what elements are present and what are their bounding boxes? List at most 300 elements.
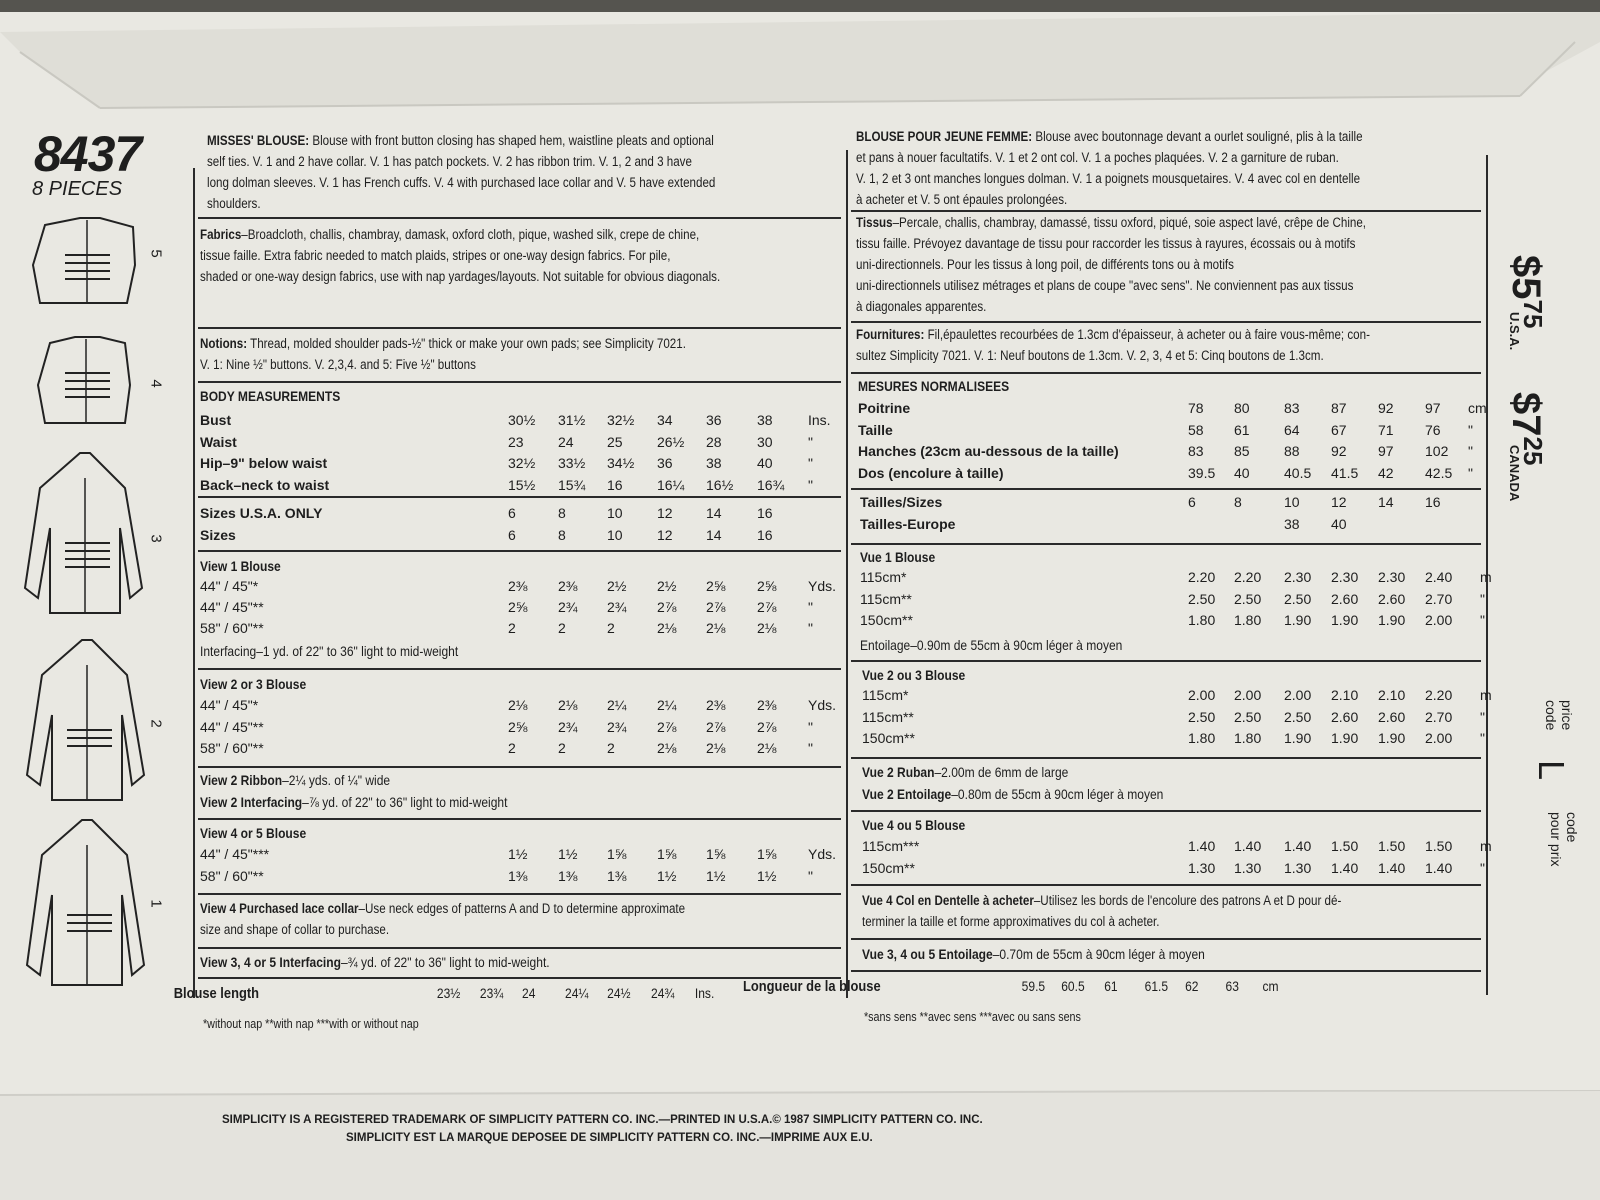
entoilage2-text: –0.80m de 55cm à 90cm léger à moyen (951, 786, 1164, 802)
row-label: 115cm** (862, 708, 914, 725)
row-value: 2⅜ (508, 578, 528, 594)
row-value: 2⅞ (757, 718, 777, 735)
tissus-line: tissu faille. Prévoyez davantage de tissu pour raccorder les tissus à rayures, écossais ou à motifs (856, 236, 1356, 251)
row-label: 44" / 45"*** (200, 846, 270, 862)
row-value: 40 (757, 455, 773, 471)
row-value: 1.80 (1234, 730, 1262, 746)
row-value: 12 (1331, 494, 1347, 510)
row-value: 2⅜ (558, 578, 578, 594)
row-value: 2.70 (1425, 590, 1453, 607)
view-number: 4 (147, 379, 165, 388)
row-value: 2¾ (558, 718, 578, 735)
row-value: 33½ (558, 455, 586, 471)
entoilage345-label: Vue 3, 4 ou 5 Entoilage (862, 946, 993, 962)
row-value: 2⅛ (508, 697, 528, 713)
row-value: 32½ (508, 455, 536, 471)
row-value: 40.5 (1284, 464, 1312, 481)
row-value: 1.40 (1331, 860, 1359, 876)
row-value: 76 (1425, 421, 1441, 438)
row-value: 1⅝ (706, 846, 726, 862)
row-value: 10 (607, 527, 623, 543)
rule (198, 766, 841, 768)
vue2-entoilage (862, 786, 1163, 802)
row-value: 15¾ (558, 476, 586, 493)
fr-desc-line: et pans à nouer facultatifs. V. 1 et 2 ont col. V. 1 a poches plaquées. V. 2 a garniture de ruban. (856, 150, 1339, 165)
row-value: 2¾ (607, 718, 627, 735)
row-value: 1.80 (1188, 730, 1216, 746)
row-label: Sizes (200, 527, 236, 543)
table-row (0, 443, 1600, 462)
row-unit: " (808, 599, 813, 615)
view-number: 2 (147, 719, 165, 728)
english-description (207, 130, 835, 214)
row-value: 38 (1284, 515, 1300, 532)
row-value: 2.00 (1425, 612, 1453, 628)
notions-line: V. 1: Nine ½" buttons. V. 2,3,4. and 5: Five ½" buttons (200, 357, 476, 372)
vue1-title: Vue 1 Blouse (860, 549, 936, 565)
row-value: 2.10 (1378, 687, 1406, 703)
row-unit: " (1480, 860, 1485, 876)
row-value: 42.5 (1425, 464, 1453, 481)
lace-collar (200, 898, 836, 940)
lace-line: –Use neck edges of patterns A and D to determine approximate (358, 901, 686, 916)
row-label: 44" / 45"* (200, 697, 259, 713)
row-value: 12 (657, 505, 673, 521)
row-unit: " (808, 433, 813, 450)
length-value: 59.5 (1021, 978, 1046, 994)
row-value: 83 (1284, 400, 1300, 416)
row-unit: Ins. (808, 412, 831, 428)
row-unit: " (808, 868, 813, 884)
lace-title: View 4 Purchased lace collar (200, 901, 359, 916)
row-value: 25 (607, 433, 623, 450)
table-row (0, 709, 1600, 728)
row-value: 10 (607, 505, 623, 521)
row-value: 32½ (607, 412, 635, 428)
length-value: 23¾ (479, 985, 504, 1001)
rule (851, 321, 1481, 323)
row-value: 2⅜ (757, 697, 777, 713)
interfacing2-text: –⅞ yd. of 22" to 36" light to mid-weight (302, 794, 508, 810)
french-tissus (856, 212, 1484, 317)
row-value: 6 (1188, 494, 1196, 510)
row-value: 2.70 (1425, 708, 1453, 725)
row-label: 150cm** (862, 730, 915, 746)
rule (851, 938, 1481, 940)
ruban-label: Vue 2 Ruban (862, 764, 935, 780)
rule (198, 818, 841, 820)
row-value: 1.90 (1331, 612, 1359, 628)
row-value: 2⅛ (558, 697, 578, 713)
row-value: 78 (1188, 400, 1204, 416)
interfacing345-label: View 3, 4 or 5 Interfacing (200, 954, 341, 970)
row-unit: " (1468, 443, 1473, 459)
row-value: 2 (558, 620, 566, 636)
row-value: 1.50 (1378, 838, 1406, 854)
vue23-title: Vue 2 ou 3 Blouse (862, 667, 966, 683)
row-value: 1.40 (1378, 860, 1406, 876)
english-notions (200, 333, 828, 375)
row-value: 2.60 (1331, 590, 1359, 607)
vue45-title: Vue 4 ou 5 Blouse (862, 817, 966, 833)
row-value: 6 (508, 527, 516, 543)
rule (851, 660, 1481, 662)
row-value: 1.80 (1188, 612, 1216, 628)
entoilage2-label: Vue 2 Entoilage (862, 786, 952, 802)
row-value: 2.00 (1188, 687, 1216, 703)
row-label: 115cm* (860, 569, 907, 585)
fr-desc-title: BLOUSE POUR JEUNE FEMME: (856, 129, 1033, 144)
row-value: 2⅞ (657, 599, 677, 615)
fr-desc-line: à acheter et V. 5 ont épaules prolongées. (856, 192, 1068, 207)
row-value: 2⅛ (657, 740, 677, 756)
row-value: 8 (1234, 494, 1242, 510)
col-line: terminer la taille et forme approximatives du col à acheter. (862, 914, 1160, 929)
row-value: 1⅝ (657, 846, 677, 862)
row-value: 2.30 (1378, 569, 1406, 585)
row-value: 42 (1378, 464, 1394, 481)
row-value: 2 (508, 620, 516, 636)
row-value: 2.00 (1425, 730, 1453, 746)
french-fournitures (856, 324, 1484, 366)
view45-title: View 4 or 5 Blouse (200, 825, 307, 841)
row-unit: " (808, 740, 813, 756)
row-value: 2¾ (558, 599, 578, 615)
rule (198, 893, 841, 895)
row-value: 2⅛ (657, 620, 677, 636)
row-value: 1.90 (1331, 730, 1359, 746)
length-value: 63 (1225, 978, 1239, 994)
table-row (0, 612, 1600, 631)
length-row (0, 978, 1376, 997)
row-value: 2⅝ (757, 578, 777, 594)
row-value: 15½ (508, 476, 536, 493)
row-value: 39.5 (1188, 464, 1216, 481)
table-row (0, 838, 1600, 857)
row-label: 150cm** (860, 612, 913, 628)
table-row (0, 494, 1600, 513)
length-value: 61 (1104, 978, 1118, 994)
tissus-line: uni-directionnels. Pour les tissus à long poil, de différents tons ou à motifs (856, 257, 1234, 272)
row-value: 97 (1378, 443, 1394, 459)
tissus-title: Tissus (856, 215, 893, 230)
row-value: 2 (508, 740, 516, 756)
col-line: –Utilisez les bords de l'encolure des patrons A et D pour dé- (1033, 893, 1342, 908)
row-value: 1⅝ (607, 846, 627, 862)
length-unit: cm (1262, 978, 1279, 994)
fourn-line: Fil,épaulettes recourbées de 1.3cm d'épaisseur, à acheter ou à faire vous-même; con- (924, 327, 1370, 342)
ribbon-label: View 2 Ribbon (200, 772, 283, 788)
row-value: 14 (706, 527, 722, 543)
table-row (0, 422, 1600, 441)
row-label: Hip–9" below waist (200, 455, 328, 471)
row-value: 14 (1378, 494, 1394, 510)
row-label: 115cm*** (862, 838, 920, 854)
row-unit: " (808, 455, 813, 471)
mesures-title: MESURES NORMALISEES (858, 378, 1010, 394)
rule (851, 970, 1481, 972)
row-value: 16 (607, 476, 623, 493)
row-value: 2⅝ (706, 578, 726, 594)
row-value: 1.90 (1378, 612, 1406, 628)
row-value: 26½ (657, 433, 685, 450)
table-row (0, 569, 1600, 588)
row-label: Hanches (23cm au-dessous de la taille) (858, 443, 1119, 459)
row-value: 40 (1331, 515, 1347, 532)
row-value: 2.20 (1425, 687, 1453, 703)
row-value: 2.60 (1331, 708, 1359, 725)
row-value: 64 (1284, 421, 1300, 438)
row-value: 2.50 (1188, 590, 1216, 607)
table-row (0, 860, 1600, 879)
desc-line: long dolman sleeves. V. 1 has French cuffs. V. 4 with purchased lace collar and V. 5 have extended (207, 175, 716, 190)
table-row (0, 687, 1600, 706)
interfacing345-text: –¾ yd. of 22" to 36" light to mid-weight. (340, 954, 550, 970)
row-label: Poitrine (858, 400, 911, 416)
length-unit: Ins. (694, 985, 715, 1001)
row-value: 97 (1425, 400, 1441, 416)
row-value: 1½ (706, 868, 726, 884)
interfacing2-label: View 2 Interfacing (200, 794, 303, 810)
row-value: 2.50 (1284, 708, 1312, 725)
row-value: 2⅛ (706, 620, 726, 636)
table-row (0, 591, 1600, 610)
row-unit: m (1480, 569, 1492, 585)
length-value: 24½ (607, 985, 631, 1001)
row-label: Taille (858, 421, 893, 438)
row-value: 2.60 (1378, 590, 1406, 607)
envelope-bottom-flap (0, 1090, 1600, 1200)
rule (198, 550, 841, 552)
row-value: 36 (706, 412, 722, 428)
price-code-letter: L (1531, 760, 1572, 781)
row-value: 1.40 (1188, 838, 1216, 854)
row-value: 2⅞ (657, 718, 677, 735)
row-value: 2⅝ (508, 718, 528, 735)
row-value: 92 (1331, 443, 1347, 459)
row-value: 28 (706, 433, 722, 450)
view-5-sketch (25, 215, 145, 310)
row-label: 44" / 45"* (200, 578, 259, 594)
row-value: 92 (1378, 400, 1394, 416)
fr-desc-line: Blouse avec boutonnage devant a ourlet souligné, plis à la taille (1032, 129, 1363, 144)
row-label: Tailles-Europe (860, 515, 956, 532)
row-value: 2⅛ (757, 620, 777, 636)
row-value: 14 (706, 505, 722, 521)
ribbon-text: –2¼ yds. of ¼" wide (282, 772, 391, 788)
row-value: 16½ (706, 476, 734, 493)
footer-line-2: SIMPLICITY EST LA MARQUE DEPOSEE DE SIMPLICITY PATTERN CO. INC.—IMPRIME AUX E.U. (346, 1132, 873, 1144)
rule (851, 372, 1481, 374)
row-value: 1.90 (1378, 730, 1406, 746)
row-unit: Yds. (808, 697, 837, 713)
length-value: 24¼ (565, 985, 589, 1001)
row-value: 85 (1234, 443, 1250, 459)
row-value: 2⅝ (508, 599, 528, 615)
row-label: 115cm* (862, 687, 909, 703)
rule (198, 668, 841, 670)
row-value: 2½ (607, 578, 627, 594)
row-unit: " (1480, 612, 1485, 628)
interfacing-345 (200, 954, 550, 970)
row-label: Sizes U.S.A. ONLY (200, 505, 323, 521)
fabrics-line: –Broadcloth, challis, chambray, damask, oxford cloth, pique, washed silk, crepe de chine, (241, 227, 700, 242)
fabrics-line: shaded or one-way design fabrics, use with nap yardages/layouts. Not suitable for obvious diagonals. (200, 269, 721, 284)
row-value: 1⅝ (757, 846, 777, 862)
table-row (0, 730, 1600, 749)
fr-desc-line: V. 1, 2 et 3 ont manches longues dolman. V. 1 a poignets mousquetaires. V. 4 avec col en dentelle (856, 171, 1361, 186)
pieces-count: 8 PIECES (32, 178, 123, 200)
row-value: 2⅞ (757, 599, 777, 615)
row-value: 8 (558, 527, 566, 543)
row-value: 2 (558, 740, 566, 756)
length-value: 62 (1185, 978, 1199, 994)
view-number: 1 (147, 899, 165, 908)
fourn-line: sultez Simplicity 7021. V. 1: Neuf boutons de 1.3cm. V. 2, 3, 4 et 5: Cinq boutons de 1.3cm. (856, 348, 1324, 363)
row-value: 16 (757, 527, 773, 543)
row-value: 2¾ (607, 599, 627, 615)
row-value: 1.90 (1284, 730, 1312, 746)
body-measurements-title: BODY MEASUREMENTS (200, 388, 341, 404)
row-value: 71 (1378, 421, 1394, 438)
row-value: 2.30 (1331, 569, 1359, 585)
french-footnote: *sans sens **avec sens ***avec ou sans sens (864, 1010, 1081, 1024)
row-value: 36 (657, 455, 673, 471)
row-value: 1.80 (1234, 612, 1262, 628)
row-value: 34½ (607, 455, 635, 471)
price-code-label-fr: code pour prix (1548, 812, 1580, 867)
row-unit: m (1480, 687, 1492, 703)
rule (851, 810, 1481, 812)
row-value: 2⅞ (706, 718, 726, 735)
row-unit: cm (1468, 400, 1487, 416)
row-value: 61 (1234, 421, 1250, 438)
row-value: 12 (657, 527, 673, 543)
rule (851, 488, 1481, 490)
row-value: 1.50 (1331, 838, 1359, 854)
desc-line: self ties. V. 1 and 2 have collar. V. 1 has patch pockets. V. 2 has ribbon trim. V. 1, 2 and 3 have (207, 154, 692, 169)
row-value: 2.20 (1188, 569, 1216, 585)
col-title: Vue 4 Col en Dentelle à acheter (862, 893, 1034, 908)
row-value: 2.50 (1188, 708, 1216, 725)
row-value: 38 (706, 455, 722, 471)
vue1-entoilage: Entoilage–0.90m de 55cm à 90cm léger à moyen (860, 637, 1123, 653)
row-unit: " (1480, 730, 1485, 746)
length-value: 24¾ (651, 985, 675, 1001)
price-code-label: price code (1543, 700, 1575, 731)
table-row (0, 465, 1600, 484)
row-value: 16¼ (657, 476, 685, 493)
row-unit: m (1480, 838, 1492, 854)
view-number: 5 (147, 249, 165, 258)
row-value: 16 (1425, 494, 1441, 510)
row-value: 40 (1234, 464, 1250, 481)
row-value: 2⅛ (757, 740, 777, 756)
row-label: 150cm** (862, 860, 915, 876)
view-number: 3 (147, 534, 165, 543)
row-value: 2⅜ (706, 697, 726, 713)
col-dentelle (862, 890, 1498, 932)
row-value: 1.40 (1425, 860, 1453, 876)
price-canada-cents: 25 (1518, 436, 1548, 466)
row-value: 1½ (757, 868, 777, 884)
entoilage345-text: –0.70m de 55cm à 90cm léger à moyen (992, 946, 1205, 962)
row-value: 38 (757, 412, 773, 428)
row-value: 2⅞ (706, 599, 726, 615)
desc-title: MISSES' BLOUSE: (207, 133, 310, 148)
envelope-flap (0, 12, 1600, 132)
rule (198, 381, 841, 383)
row-label: Tailles/Sizes (860, 494, 943, 510)
view2-interfacing (200, 794, 507, 810)
row-value: 16 (757, 505, 773, 521)
row-value: 1.40 (1284, 838, 1312, 854)
row-value: 2.50 (1234, 708, 1262, 725)
desc-line: shoulders. (207, 196, 261, 211)
row-value: 34 (657, 412, 673, 428)
english-footnote: *without nap **with nap ***with or without nap (203, 1017, 419, 1031)
row-label: 58" / 60"** (200, 868, 264, 884)
row-value: 1½ (657, 868, 677, 884)
row-value: 2⅛ (706, 740, 726, 756)
view23-title: View 2 or 3 Blouse (200, 676, 307, 692)
row-value: 6 (508, 505, 516, 521)
row-value: 83 (1188, 443, 1204, 459)
row-value: 2.00 (1284, 687, 1312, 703)
row-value: 1⅜ (607, 868, 627, 884)
pattern-number: 8437 (34, 126, 142, 182)
row-value: 16¾ (757, 476, 785, 493)
row-value: 1½ (558, 846, 578, 862)
row-value: 102 (1425, 443, 1449, 459)
row-value: 1.40 (1234, 838, 1262, 854)
row-unit: " (1480, 590, 1485, 607)
tissus-line: à diagonales apparentes. (856, 299, 987, 314)
row-label: 44" / 45"** (200, 599, 264, 615)
rule (851, 884, 1481, 886)
rule (851, 543, 1481, 545)
row-value: 1.30 (1284, 860, 1312, 876)
row-value: 2.10 (1331, 687, 1359, 703)
row-value: 8 (558, 505, 566, 521)
length-value: 23½ (436, 985, 461, 1001)
row-value: 88 (1284, 443, 1300, 459)
row-label: 58" / 60"** (200, 620, 264, 636)
notions-line: Thread, molded shoulder pads-½" thick or make your own pads; see Simplicity 7021. (247, 336, 686, 351)
row-unit: Yds. (808, 578, 837, 594)
notions-title: Notions: (200, 336, 248, 351)
french-description (856, 126, 1484, 210)
row-value: 2.50 (1284, 590, 1312, 607)
row-value: 2½ (657, 578, 677, 594)
row-value: 1⅜ (508, 868, 528, 884)
row-unit: " (1468, 421, 1473, 438)
row-value: 2 (607, 740, 615, 756)
row-label: Back–neck to waist (200, 476, 330, 493)
fabrics-title: Fabrics (200, 227, 242, 242)
tissus-line: uni-directionnels utilisez métrages et plans de coupe "avec sens". Ne conviennent pas aux tissus (856, 278, 1354, 293)
row-label: Dos (encolure à taille) (858, 464, 1004, 481)
price-usa-label: U.S.A. (1507, 312, 1522, 351)
table-row (0, 400, 1600, 419)
row-value: 2¼ (657, 697, 677, 713)
row-value: 58 (1188, 421, 1204, 438)
length-value: 60.5 (1061, 978, 1085, 994)
footer-line-1: SIMPLICITY IS A REGISTERED TRADEMARK OF SIMPLICITY PATTERN CO. INC.—PRINTED IN U.S.A.© 1987 SIMPLICITY PATTERN CO. INC. (222, 1114, 983, 1126)
row-unit: " (808, 476, 813, 493)
row-value: 2 (607, 620, 615, 636)
price-usa-cents: 75 (1518, 299, 1548, 329)
